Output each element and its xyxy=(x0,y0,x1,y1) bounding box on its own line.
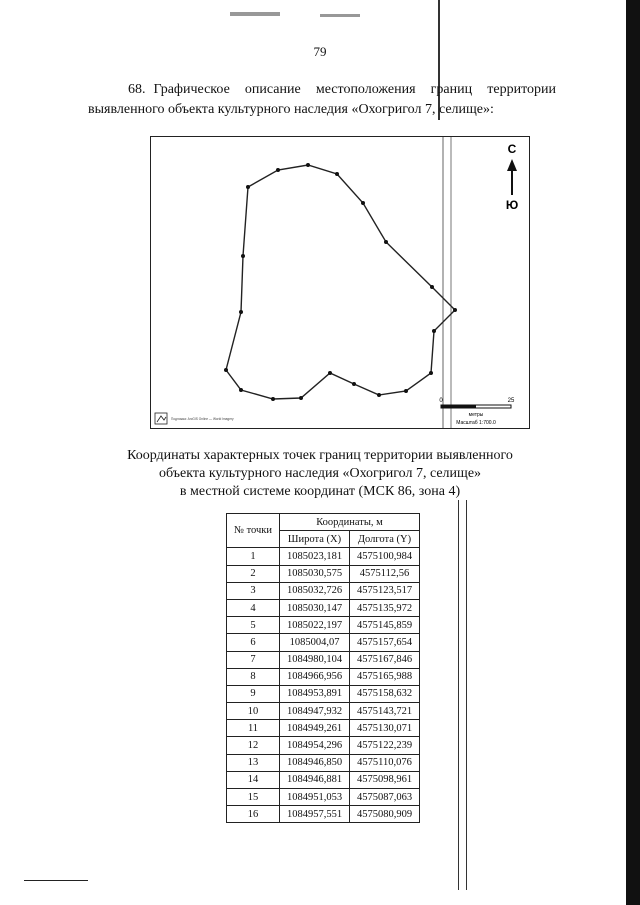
caption-line: Координаты характерных точек границ территории выявленного xyxy=(127,448,513,463)
longitude-cell: 4575145,859 xyxy=(350,617,420,634)
table-row xyxy=(227,806,420,823)
longitude-cell: 4575122,239 xyxy=(350,737,420,754)
longitude-cell: 4575112,56 xyxy=(350,565,420,582)
boundary-point xyxy=(328,371,332,375)
longitude-cell: 4575135,972 xyxy=(350,599,420,616)
scale-bar xyxy=(441,405,511,408)
latitude-cell: 1085023,181 xyxy=(280,548,350,565)
boundary-point xyxy=(239,388,243,392)
boundary-map-svg xyxy=(151,137,529,428)
boundary-point xyxy=(432,329,436,333)
boundary-point xyxy=(404,389,408,393)
longitude-cell: 4575087,063 xyxy=(350,789,420,806)
point-number-cell: 3 xyxy=(227,582,280,599)
coordinates-table xyxy=(226,513,420,823)
point-number-cell: 15 xyxy=(227,789,280,806)
longitude-cell: 4575080,909 xyxy=(350,806,420,823)
table-row xyxy=(227,789,420,806)
source-text: Подложка: ArcGIS Online — World Imagery xyxy=(171,417,234,421)
latitude-cell: 1085032,726 xyxy=(280,582,350,599)
longitude-cell: 4575123,517 xyxy=(350,582,420,599)
boundary-point xyxy=(361,201,365,205)
boundary-point xyxy=(453,308,457,312)
latitude-cell: 1084957,551 xyxy=(280,806,350,823)
table-row xyxy=(227,548,420,565)
boundary-point xyxy=(271,397,275,401)
latitude-cell: 1084946,850 xyxy=(280,754,350,771)
longitude-cell: 4575098,961 xyxy=(350,771,420,788)
longitude-cell: 4575143,721 xyxy=(350,703,420,720)
longitude-cell: 4575130,071 xyxy=(350,720,420,737)
source-logo-icon xyxy=(155,413,167,424)
latitude-cell: 1084966,956 xyxy=(280,668,350,685)
south-label: Ю xyxy=(505,198,519,212)
latitude-cell: 1084953,891 xyxy=(280,685,350,702)
longitude-cell: 4575158,632 xyxy=(350,685,420,702)
section-text: Графическое описание местоположения границ территории выявленного объекта культурного наследия «Охогригол 7, селище»: xyxy=(88,82,556,117)
latitude-cell: 1084947,932 xyxy=(280,703,350,720)
footer-rule xyxy=(24,880,88,881)
boundary-point xyxy=(429,371,433,375)
longitude-cell: 4575100,984 xyxy=(350,548,420,565)
boundary-point xyxy=(299,396,303,400)
longitude-cell: 4575165,988 xyxy=(350,668,420,685)
table-row xyxy=(227,771,420,788)
boundary-point xyxy=(224,368,228,372)
header-point-number: № точки xyxy=(227,514,280,548)
table-row xyxy=(227,565,420,582)
caption-line: в местной системе координат (МСК 86, зона 4) xyxy=(179,484,461,499)
boundary-map xyxy=(150,136,530,429)
header-coordinates: Координаты, м xyxy=(280,514,420,531)
point-number-cell: 13 xyxy=(227,754,280,771)
scale-text: Масштаб 1:700.0 xyxy=(456,420,496,426)
boundary-point xyxy=(239,310,243,314)
table-header-row xyxy=(227,514,420,531)
boundary-points xyxy=(224,163,457,401)
latitude-cell: 1085030,575 xyxy=(280,565,350,582)
longitude-cell: 4575157,654 xyxy=(350,634,420,651)
point-number-cell: 8 xyxy=(227,668,280,685)
scale-unit: метры xyxy=(468,412,484,418)
section-number: 68. xyxy=(128,82,146,97)
north-arrow-icon xyxy=(507,159,517,195)
point-number-cell: 2 xyxy=(227,565,280,582)
table-row xyxy=(227,617,420,634)
table-row xyxy=(227,582,420,599)
scan-artifact-top xyxy=(320,14,360,17)
table-row xyxy=(227,651,420,668)
boundary-point xyxy=(430,285,434,289)
point-number-cell: 10 xyxy=(227,703,280,720)
table-body xyxy=(227,548,420,823)
scan-artifact-top xyxy=(230,12,280,16)
boundary-point xyxy=(241,254,245,258)
boundary-point xyxy=(352,382,356,386)
point-number-cell: 7 xyxy=(227,651,280,668)
latitude-cell: 1085022,197 xyxy=(280,617,350,634)
scan-edge-bar xyxy=(626,0,640,905)
latitude-cell: 1084946,881 xyxy=(280,771,350,788)
table-row xyxy=(227,754,420,771)
point-number-cell: 9 xyxy=(227,685,280,702)
table-row xyxy=(227,634,420,651)
boundary-point xyxy=(384,240,388,244)
section-paragraph xyxy=(88,80,556,120)
latitude-cell: 1084951,053 xyxy=(280,789,350,806)
table-row xyxy=(227,685,420,702)
boundary-point xyxy=(335,172,339,176)
boundary-point xyxy=(306,163,310,167)
point-number-cell: 6 xyxy=(227,634,280,651)
boundary-point xyxy=(377,393,381,397)
point-number-cell: 5 xyxy=(227,617,280,634)
table-row xyxy=(227,668,420,685)
longitude-cell: 4575167,846 xyxy=(350,651,420,668)
header-longitude: Долгота (Y) xyxy=(350,531,420,548)
latitude-cell: 1085030,147 xyxy=(280,599,350,616)
latitude-cell: 1084980,104 xyxy=(280,651,350,668)
boundary-point xyxy=(276,168,280,172)
scale-label-left: 0 xyxy=(439,398,443,404)
latitude-cell: 1085004,07 xyxy=(280,634,350,651)
boundary-point xyxy=(246,185,250,189)
boundary-polygon xyxy=(226,165,455,399)
latitude-cell: 1084949,261 xyxy=(280,720,350,737)
coords-caption xyxy=(100,447,540,501)
table-row xyxy=(227,737,420,754)
latitude-cell: 1084954,296 xyxy=(280,737,350,754)
page-number: 79 xyxy=(313,44,327,59)
point-number-cell: 12 xyxy=(227,737,280,754)
point-number-cell: 11 xyxy=(227,720,280,737)
scan-line xyxy=(466,500,467,890)
header-latitude: Широта (X) xyxy=(280,531,350,548)
scale-label-right: 25 xyxy=(507,398,515,404)
point-number-cell: 4 xyxy=(227,599,280,616)
table-row xyxy=(227,599,420,616)
longitude-cell: 4575110,076 xyxy=(350,754,420,771)
north-label: С xyxy=(507,142,517,156)
table-row xyxy=(227,703,420,720)
point-number-cell: 16 xyxy=(227,806,280,823)
table-row xyxy=(227,720,420,737)
scan-line xyxy=(458,500,459,890)
point-number-cell: 14 xyxy=(227,771,280,788)
caption-line: объекта культурного наследия «Охогригол 7, селище» xyxy=(158,466,482,481)
point-number-cell: 1 xyxy=(227,548,280,565)
